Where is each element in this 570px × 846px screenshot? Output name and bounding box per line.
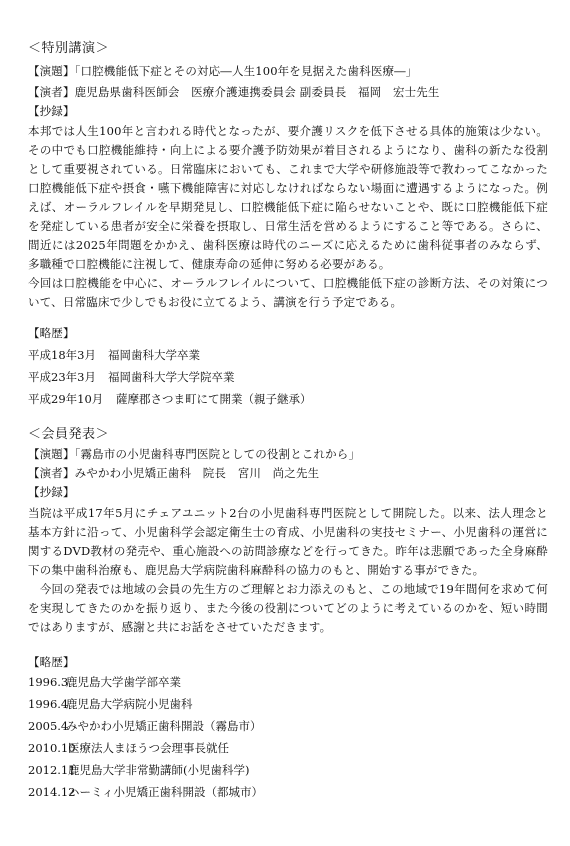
career-item <box>28 785 263 800</box>
member-presentation-speaker-line <box>28 466 319 481</box>
special-lecture-title-line <box>28 64 417 79</box>
member-presentation-career-label: 【略歴】 <box>28 655 75 669</box>
member-presentation-speaker: みやかわ小児矯正歯科 院長 宮川 尚之先生 <box>74 466 320 480</box>
abstract-paragraph: 今回は口腔機能を中心に、オーラルフレイルについて、口腔機能低下症の診断方法、その対策について、日常臨床で少しでもお役に立てるよう、講演を行う予定である。 <box>28 276 548 309</box>
career-item <box>28 719 262 734</box>
abstract-paragraph: 当院は平成17年5月にチェアユニット2台の小児歯科専門医院として開院した。以来、法人理念と基本方針に沿って、小児歯科学会認定衛生士の育成、小児歯科の実技セミナー、小児歯科の運営に関するDVD教材の発売や、重心施設への訪問診療などを行ってきた。昨年は悲願であった全身麻酔下の集中歯科治療も、鹿児島大学病院歯科麻酔科の協力のもと、開始する事ができた。 <box>28 506 548 577</box>
special-lecture-speaker: 鹿児島県歯科医師会 医療介護連携委員会 副委員長 福岡 宏士先生 <box>74 85 440 99</box>
career-entry: 鹿児島大学病院小児歯科 <box>66 697 193 711</box>
career-item <box>28 763 249 778</box>
career-item <box>28 348 200 363</box>
special-lecture-abstract <box>28 122 548 312</box>
member-presentation-title: 「霧島市の小児歯科専門医院としての役割とこれから」 <box>74 447 361 461</box>
special-lecture-abstract-label: 【抄録】 <box>28 104 75 118</box>
abstract-paragraph: 今回の発表では地域の会員の先生方のご理解とお力添えのもと、この地域で19年間何を求めて何を実現してきたのかを振り返り、また今後の役割についてどのように考えているのかを、短い時間ではありますが、感謝と共にお話をさせていただきます。 <box>28 582 548 634</box>
career-entry: 福岡歯科大学卒業 <box>108 348 200 362</box>
member-presentation-title-line <box>28 447 360 462</box>
career-date: 2005.4 <box>28 719 69 733</box>
title-label: 【演題】 <box>28 64 75 78</box>
career-date: 平成18年3月 <box>28 348 96 362</box>
career-item <box>28 392 312 407</box>
member-presentation-abstract <box>28 504 548 637</box>
career-date: 平成23年3月 <box>28 370 96 384</box>
career-date: 2012.11 <box>28 763 76 777</box>
member-presentation-abstract-label: 【抄録】 <box>28 485 75 499</box>
career-entry: 鹿児島大学非常勤講師(小児歯科学) <box>68 763 250 777</box>
special-lecture-title: 「口腔機能低下症とその対応―人生100年を見据えた歯科医療―」 <box>74 64 418 78</box>
speaker-label: 【演者】 <box>28 85 75 99</box>
career-item <box>28 675 181 690</box>
career-entry: 福岡歯科大学大学院卒業 <box>108 370 235 384</box>
career-date: 平成29年10月 <box>28 392 104 406</box>
special-lecture-speaker-line <box>28 85 440 100</box>
career-date: 2014.12 <box>28 785 76 799</box>
special-lecture-heading: ＜特別講演＞ <box>28 41 110 56</box>
career-date: 1996.3 <box>28 675 69 689</box>
special-lecture-career-label: 【略歴】 <box>28 326 75 340</box>
career-entry: 薩摩郡さつま町にて開業（親子継承） <box>116 392 312 406</box>
member-presentation-heading: ＜会員発表＞ <box>28 427 110 442</box>
career-item <box>28 370 235 385</box>
career-entry: 医療法人まほうつ会理事長就任 <box>68 741 229 755</box>
title-label: 【演題】 <box>28 447 75 461</box>
career-entry: みやかわ小児矯正歯科開設（霧島市） <box>66 719 262 733</box>
career-date: 2010.10 <box>28 741 76 755</box>
career-item <box>28 741 229 756</box>
abstract-paragraph: 本邦では人生100年と言われる時代となったが、要介護リスクを低下させる具体的施策は少ない。その中でも口腔機能維持・向上による要介護予防効果が着目されるようになり、歯科の新たな役割として重要視されている。日常臨床においても、これまで大学や研修施設等で教わってこなかった口腔機能低下症や摂食・嚥下機能障害に対応しなければならない場面に遭遇するようになった。例えば、オーラルフレイルを早期発見し、口腔機能低下症に陥らせないことや、既に口腔機能低下症を発症している患者が安全に栄養を摂取し、日常生活を営めるようにすること等である。さらに、間近には2025年問題をかかえ、歯科医療は時代のニーズに応えるために歯科従事者のみならず、多職種で口腔機能に注視して、健康寿命の延伸に努める必要がある。 <box>28 124 548 271</box>
career-date: 1996.4 <box>28 697 69 711</box>
career-entry: 鹿児島大学歯学部卒業 <box>66 675 181 689</box>
speaker-label: 【演者】 <box>28 466 75 480</box>
career-entry: ハーミィ小児矯正歯科開設（都城市） <box>68 785 264 799</box>
career-item <box>28 697 193 712</box>
